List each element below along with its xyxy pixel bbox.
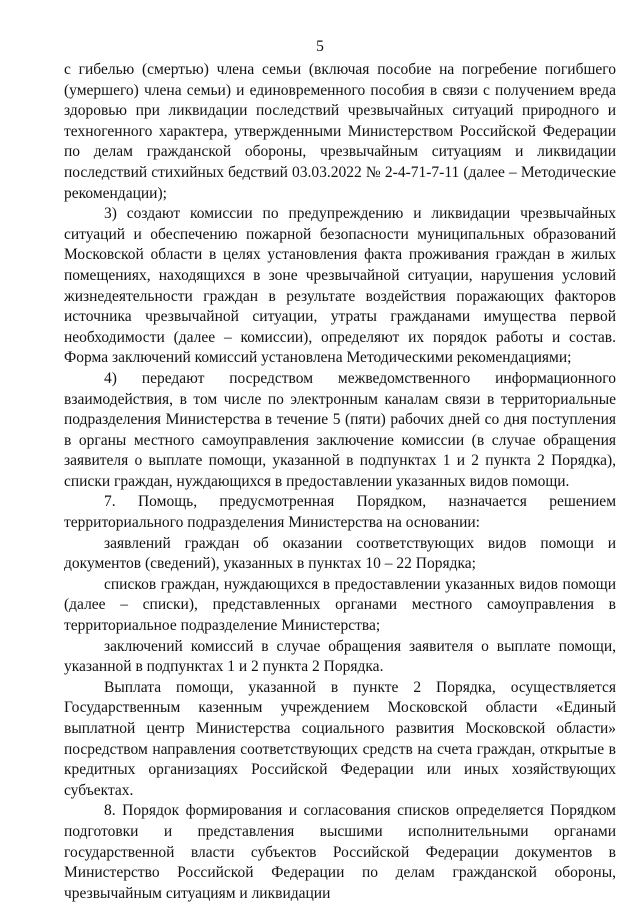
document-body bbox=[64, 60, 616, 904]
paragraph-item-4-transmission: 4) передают посредством межведомственного информационного взаимодействия, в том числе по электронным каналам связи в территориальные подразделения Министерства в течение 5 (пяти) рабочих дней со дня поступления в органы местного самоуправления заключение комиссии (в случае обращения заявителя о выплате помощи, указанной в подпунктах 1 и 2 пункта 2 Порядка), списки граждан, нуждающихся в предоставлении указанных видов помощи. bbox=[64, 369, 616, 490]
paragraph-payment: Выплата помощи, указанной в пункте 2 Порядка, осуществляется Государственным казенным учреждением Московской области «Единый выплатной центр Министерства социального развития Московской области» посредством направления соответствующих средств на счета граждан, открытые в кредитных организациях Российской Федерации или иных хозяйствующих субъектах. bbox=[64, 678, 616, 799]
paragraph-basis-lists: списков граждан, нуждающихся в предоставлении указанных видов помощи (далее – списки), представленных органами местного самоуправления в территориальное подразделение Министерства; bbox=[64, 575, 616, 635]
paragraph-continuation: с гибелью (смертью) члена семьи (включая пособие на погребение погибшего (умершего) члена семьи) и единовременного пособия в связи с получением вреда здоровью при ликвидации последствий чрезвычайных ситуаций природного и техногенного характера, утвержденными Министерством Российской Федерации по делам гражданской обороны, чрезвычайным ситуациям и ликвидации последствий стихийных бедствий 03.03.2022 № 2-4-71-7-11 (далее – Методические рекомендации); bbox=[64, 61, 616, 202]
paragraph-basis-conclusions: заключений комиссий в случае обращения заявителя о выплате помощи, указанной в подпунктах 1 и 2 пункта 2 Порядка. bbox=[64, 637, 616, 676]
paragraph-item-3-commissions: 3) создают комиссии по предупреждению и ликвидации чрезвычайных ситуаций и обеспечению пожарной безопасности муниципальных образований Московской области в целях установления факта проживания граждан в жилых помещениях, находящихся в зоне чрезвычайной ситуации, нарушения условий жизнедеятельности граждан в результате воздействия поражающих факторов источника чрезвычайной ситуации, утраты гражданами имущества первой необходимости (далее – комиссии), определяют их порядок работы и состав. Форма заключений комиссий установлена Методическими рекомендациями; bbox=[64, 205, 616, 367]
paragraph-section-7-assistance: 7. Помощь, предусмотренная Порядком, назначается решением территориального подразделения Министерства на основании: bbox=[64, 493, 616, 532]
page-number: 5 bbox=[316, 38, 324, 55]
paragraph-section-8-lists-procedure: 8. Порядок формирования и согласования списков определяется Порядком подготовки и представления высшими исполнительными органами государственной власти субъектов Российской Федерации документов в Министерство Российской Федерации по делам гражданской обороны, чрезвычайным ситуациям и ликвидации bbox=[64, 802, 616, 902]
paragraph-basis-applications: заявлений граждан об оказании соответствующих видов помощи и документов (сведений), указанных в пунктах 10 – 22 Порядка; bbox=[64, 534, 616, 573]
